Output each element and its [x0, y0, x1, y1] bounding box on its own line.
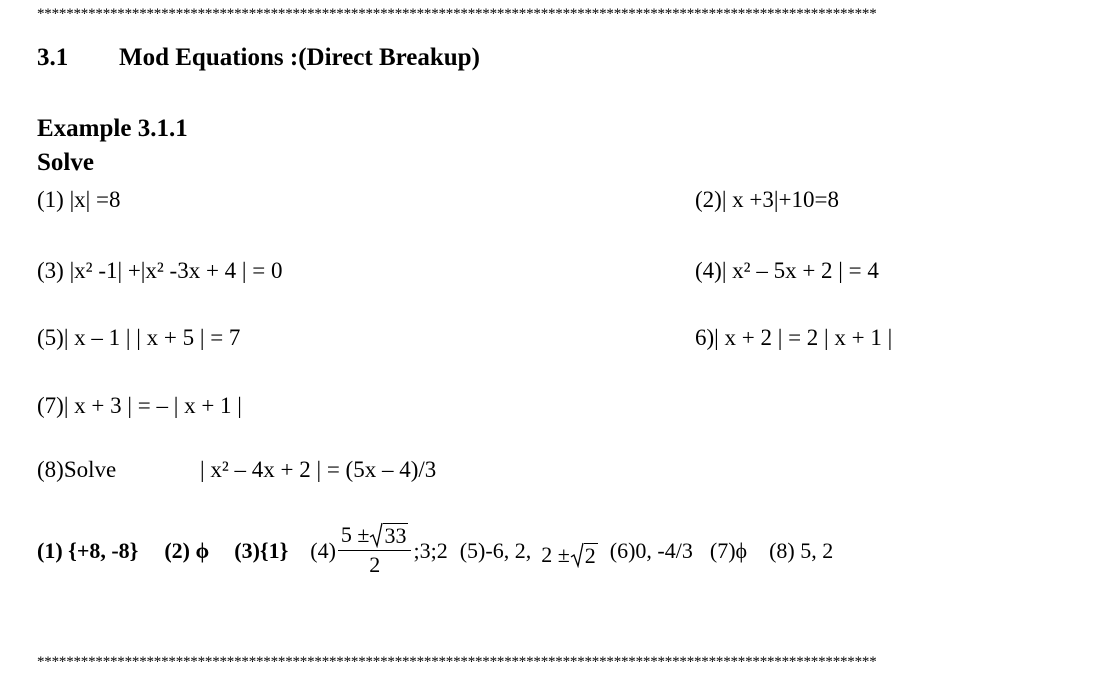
section-title: Mod Equations :(Direct Breakup)	[119, 44, 480, 71]
answer-4-numerator-prefix: 5 ±	[340, 522, 370, 547]
solve-instruction: Solve	[37, 149, 94, 176]
answer-5-extra-prefix: 2 ±	[541, 541, 570, 567]
problem-8-label: (8)Solve	[37, 457, 117, 482]
problem-1: (1) |x| =8	[37, 187, 121, 212]
answers-line	[37, 522, 833, 579]
problem-2: (2)| x +3|+10=8	[695, 187, 839, 212]
sqrt-icon	[570, 542, 598, 568]
answer-6: (6)0, -4/3	[609, 537, 693, 563]
answer-8: (8) 5, 2	[769, 537, 834, 563]
answer-4-denominator: 2	[369, 552, 381, 577]
example-label: Example 3.1.1	[37, 115, 188, 142]
answer-5-extra	[541, 542, 598, 568]
problem-4: (4)| x² – 5x + 2 | = 4	[695, 258, 879, 283]
bottom-separator: *******************************************************************************************************************	[37, 654, 877, 670]
answer-7: (7)ϕ	[709, 537, 748, 563]
answer-1: (1) {+8, -8}	[37, 537, 139, 563]
problem-8-equation: | x² – 4x + 2 | = (5x – 4)/3	[200, 457, 437, 482]
answer-4-numerator	[338, 522, 412, 551]
answer-4-label: (4)	[310, 537, 336, 563]
answer-5-radicand: 2	[584, 542, 596, 568]
answer-4-radicand: 33	[384, 523, 407, 548]
answer-2: (2) ϕ	[164, 537, 210, 563]
problem-6: 6)| x + 2 | = 2 | x + 1 |	[695, 325, 893, 350]
top-separator: *******************************************************************************************************************	[37, 6, 877, 22]
problem-5: (5)| x – 1 | | x + 5 | = 7	[37, 325, 241, 350]
answer-4-rest: ;3;2	[413, 537, 448, 563]
problem-7: (7)| x + 3 | = – | x + 1 |	[37, 393, 242, 418]
answer-5: (5)-6, 2,	[459, 537, 532, 563]
answer-3: (3){1}	[234, 537, 289, 563]
answer-4-fraction	[338, 522, 412, 579]
problem-3: (3) |x² -1| +|x² -3x + 4 | = 0	[37, 258, 283, 283]
section-number: 3.1	[37, 44, 69, 71]
sqrt-icon	[369, 522, 408, 548]
